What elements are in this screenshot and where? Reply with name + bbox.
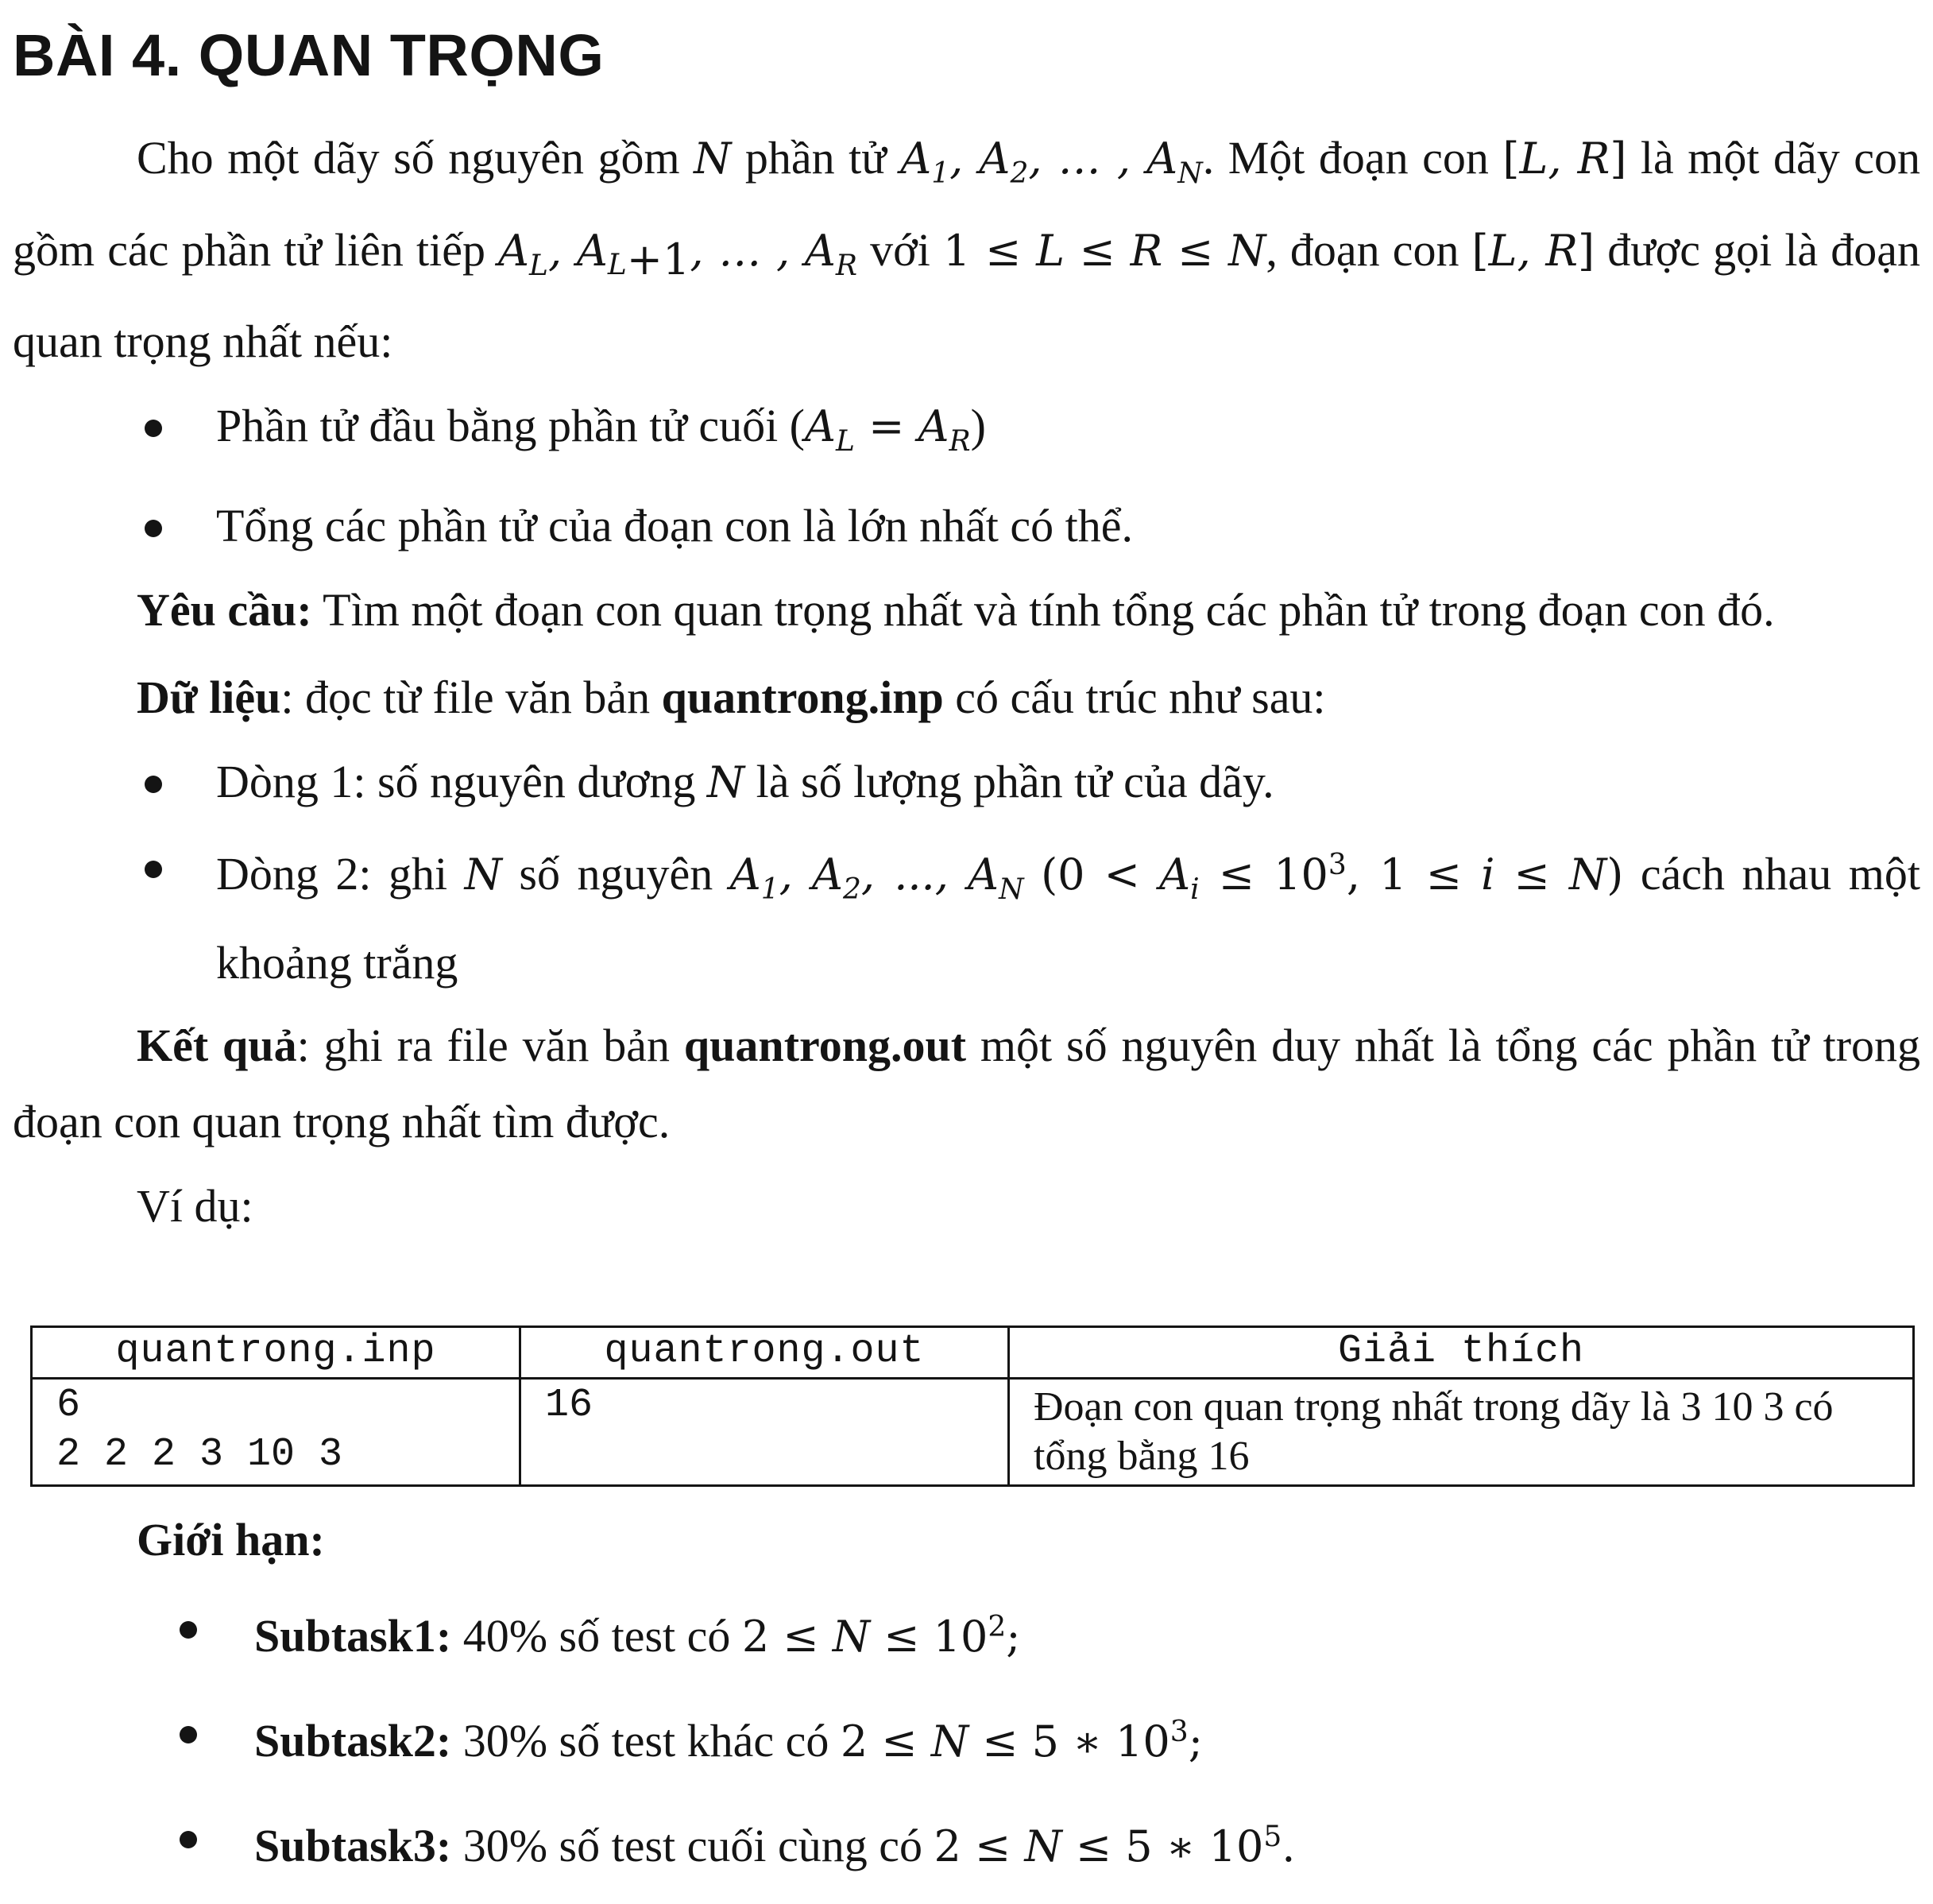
input-line-text: là số lượng phần tử của dãy.	[744, 756, 1274, 808]
limits-label	[13, 1502, 1920, 1578]
input-text: có cấu trúc như sau:	[943, 671, 1326, 724]
output-text: một số nguyên duy nhất là tổng các phần tử trong đoạn con quan trọng nhất tìm được.	[13, 1019, 1921, 1147]
list-item: Subtask1: 40% số test có $2 \le N \le 10^2$;	[13, 1589, 1920, 1675]
table-header: quantrong.inp	[32, 1327, 520, 1379]
condition-text: Phần tử đầu bằng phần tử cuối (	[216, 400, 806, 452]
input-line-text: Dòng 1: số nguyên dương	[216, 756, 707, 808]
subtask-label: Subtask1:	[254, 1610, 452, 1662]
input-line-text: cách nhau một khoảng trắng	[216, 848, 1921, 989]
output-text: : ghi ra file văn bản	[296, 1019, 684, 1071]
example-output-cell: 16	[520, 1379, 1009, 1486]
output-filename: quantrong.out	[683, 1019, 967, 1071]
bullet-icon	[145, 776, 162, 793]
bullet-icon	[145, 420, 162, 437]
problem-title: BÀI 4. QUAN TRỌNG	[13, 22, 605, 88]
intro-text: , đoạn con	[1266, 223, 1472, 276]
list-item: Phần tử đầu bằng phần tử cuối $(A_L = A_R)$	[13, 388, 1920, 480]
list-item: Subtask3: 30% số test cuối cùng có 2 ≤ N ≤ 5 ∗ $10^5$.	[13, 1799, 1920, 1885]
table-row	[32, 1379, 1914, 1486]
list-item	[13, 488, 1920, 564]
subtask-text: 30% số test cuối cùng có	[451, 1820, 934, 1871]
list-item: Dòng 1: số nguyên dương N là số lượng phần tử của dãy.	[13, 744, 1920, 821]
intro-text: . Một đoạn con	[1202, 131, 1503, 184]
table-header: Giải thích	[1009, 1327, 1914, 1379]
subtask-label: Subtask3:	[254, 1820, 452, 1871]
list-item: Dòng 2: ghi N số nguyên $A_1$, $A_2$, ..., $A_N$ ($0 < A_i \le 10^3$, 1 ≤ i ≤ N) cách nhau một khoảng trắng	[13, 829, 1920, 1000]
limits-section	[13, 1502, 1920, 1904]
intro-text: là một dãy con gồm các phần tử liên tiếp	[13, 131, 1921, 276]
intro-text: với	[857, 223, 943, 276]
input-format-list	[13, 744, 1920, 1000]
input-filename: quantrong.inp	[661, 671, 944, 724]
subtask-text: 40% số test có	[451, 1610, 742, 1662]
limits-heading: Giới hạn:	[137, 1514, 325, 1565]
example-input-cell: 6 2 2 2 3 10 3	[32, 1379, 520, 1486]
input-line-text: Dòng 2: ghi	[216, 848, 465, 900]
table-header-row	[32, 1327, 1914, 1379]
example-table	[30, 1325, 1915, 1487]
input-paragraph	[13, 660, 1920, 736]
bullet-icon	[180, 1831, 197, 1848]
input-text: : đọc từ file văn bản	[280, 671, 662, 724]
bullet-icon	[145, 520, 162, 537]
output-label: Kết quả	[137, 1019, 297, 1071]
bullet-icon	[145, 861, 162, 878]
subtask-label: Subtask2:	[254, 1715, 452, 1767]
condition-text: )	[970, 400, 986, 452]
intro-text: được gọi là đoạn quan trọng nhất nếu:	[13, 223, 1920, 368]
subtask-list	[13, 1589, 1920, 1885]
list-item: Subtask2: 30% số test khác có 2 ≤ N ≤ 5 ∗ $10^3$;	[13, 1694, 1920, 1780]
intro-text: Cho một dãy số nguyên gồm	[137, 131, 694, 184]
example-explanation-cell: Đoạn con quan trọng nhất trong dãy là 3 10 3 có tổng bằng 16	[1009, 1379, 1914, 1486]
intro-text: phần tử	[731, 131, 901, 184]
subtask-text: 30% số test khác có	[451, 1715, 841, 1767]
bullet-icon	[180, 1621, 197, 1639]
condition-list	[13, 388, 1920, 564]
output-paragraph	[13, 1008, 1920, 1160]
input-label: Dữ liệu	[137, 671, 281, 724]
request-text: Tìm một đoạn con quan trọng nhất và tính tổng các phần tử trong đoạn con đó.	[311, 584, 1775, 637]
table-header: quantrong.out	[520, 1327, 1009, 1379]
request-paragraph	[13, 572, 1920, 648]
example-label: Ví dụ:	[137, 1179, 253, 1232]
condition-text: Tổng các phần tử của đoạn con là lớn nhất có thể.	[216, 500, 1134, 552]
input-line-text: số nguyên	[501, 848, 730, 900]
bullet-icon	[180, 1726, 197, 1743]
intro-paragraph: Cho một dãy số nguyên gồm N phần tử $A_1$, $A_2$, … , $A_N$. Một đoạn con [L, R] là một dãy con gồm các phần tử liên tiếp $A_L$, $A_{L+1}$, … , $A_R$ với 1 ≤ L ≤ R ≤ N, đoạn con [L, R] được gọi là đoạn quan trọng nhất nếu:	[13, 131, 1921, 368]
request-label: Yêu cầu:	[137, 584, 312, 637]
